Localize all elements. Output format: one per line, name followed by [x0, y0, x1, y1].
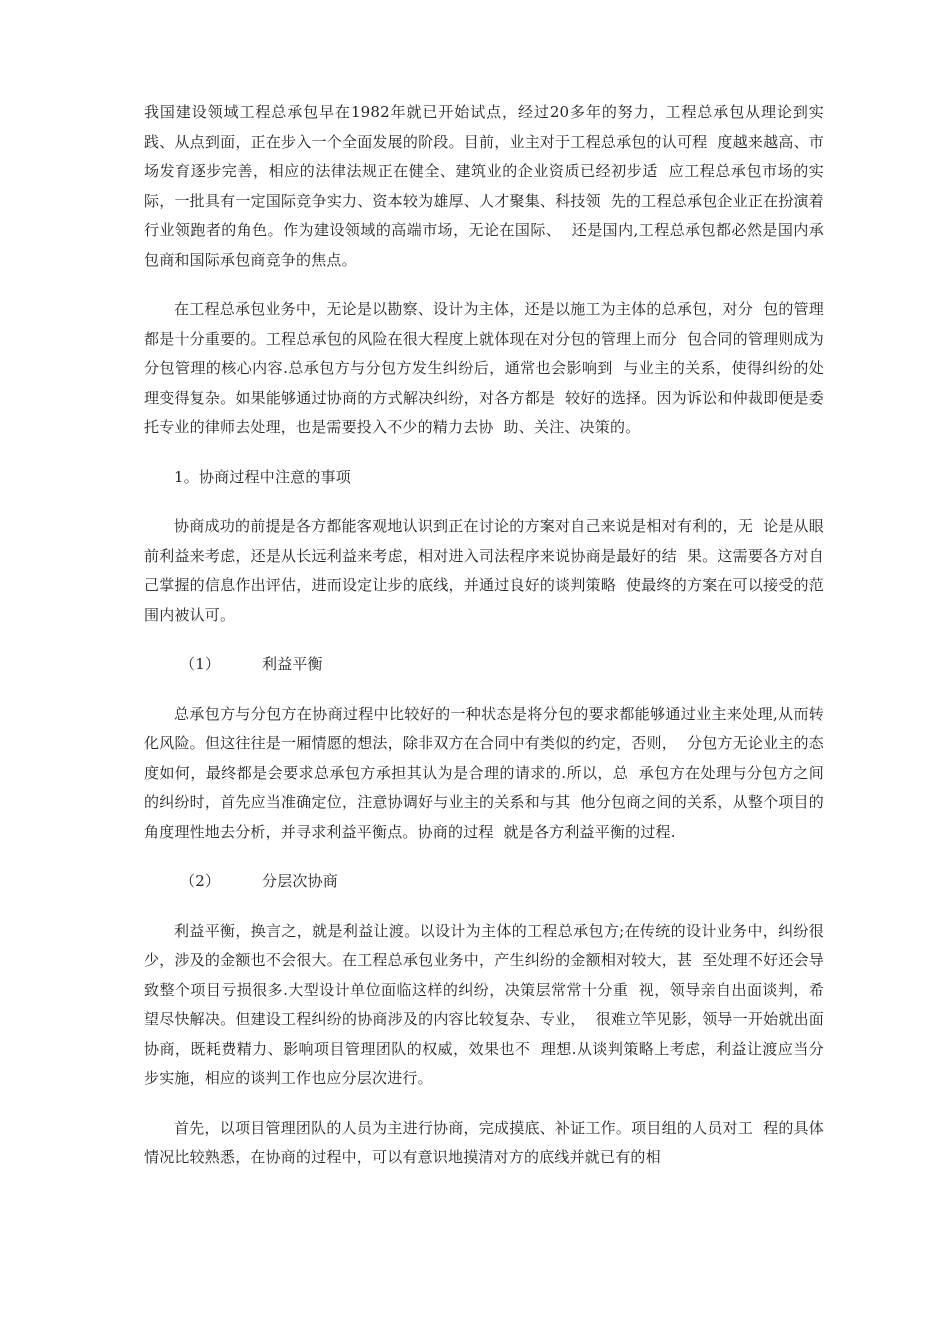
subsection-number: （2） [180, 872, 221, 890]
intro-paragraph: 我国建设领域工程总承包早在1982年就已开始试点，经过20多年的努力，工程总承包从理论到实践、从点到面，正在步入一个全面发展的阶段。目前，业主对于工程总承包的认可程 度越来越高、市场发育逐步完善，相应的法律法规正在健全、建筑业的企业资质已经初步适 应工程总承包市场的实际，一批具有一定国际竞争实力、资本较为雄厚、人才聚集、科技领 先的工程总承包企业正在扮演着行业领跑者的角色。作为建设领域的高端市场，无论在国际、 还是国内,工程总承包都必然是国内承包商和国际承包商竞争的焦点。 [144, 103, 824, 269]
section-body: 协商成功的前提是各方都能客观地认识到正在讨论的方案对自己来说是相对有利的，无 论是从眼前利益来考虑，还是从长远利益来考虑，相对进入司法程序来说协商是最好的结 果。这需要各方对自己掌握的信息作出评估，进而设定让步的底线，并通过良好的谈判策略 使最终的方案在可以接受的范围内被认可。 [144, 517, 824, 624]
subsection-heading-1 [144, 650, 824, 680]
subsection-body-1: 总承包方与分包方在协商过程中比较好的一种状态是将分包的要求都能够通过业主来处理,从而转化风险。但这往往是一厢情愿的想法，除非双方在合同中有类似的约定，否则， 分包方无论业主的态度如何，最终都是会要求总承包方承担其认为是合理的请求的.所以，总 承包方在处理与分包方之间的纠纷时，首先应当准确定位，注意协调好与业主的关系和与其 他分包商之间的关系，从整个项目的角度理性地去分析，并寻求利益平衡点。协商的过程 就是各方利益平衡的过程. [144, 704, 824, 841]
subsection-title: 分层次协商 [262, 872, 339, 890]
subsection-title: 利益平衡 [262, 655, 323, 673]
subcontract-management-paragraph: 在工程总承包业务中，无论是以勘察、设计为主体，还是以施工为主体的总承包，对分 包的管理都是十分重要的。工程总承包的风险在很大程度上就体现在对分包的管理上而分 包合同的管理则成为分包管理的核心内容.总承包方与分包方发生纠纷后，通常也会影响到 与业主的关系，使得纠纷的处理变得复杂。如果能够通过协商的方式解决纠纷，对各方都是 较好的选择。因为诉讼和仲裁即便是委托专业的律师去处理，也是需要投入不少的精力去协 助、关注、决策的。 [144, 300, 824, 436]
document-body [144, 98, 824, 1193]
subsection-number: （1） [180, 655, 221, 673]
section-heading: 1。协商过程中注意的事项 [174, 467, 351, 486]
subsection-heading-2 [144, 867, 824, 897]
final-paragraph: 首先，以项目管理团队的人员为主进行协商，完成摸底、补证工作。项目组的人员对工 程的具体情况比较熟悉，在协商的过程中，可以有意识地摸清对方的底线并就已有的相 [144, 1118, 824, 1166]
subsection-body-2: 利益平衡，换言之，就是利益让渡。以设计为主体的工程总承包方;在传统的设计业务中，纠纷很少，涉及的金额也不会很大。在工程总承包业务中，产生纠纷的金额相对较大，甚 至处理不好还会导致整个项目亏损很多.大型设计单位面临这样的纠纷，决策层常常十分重 视，领导亲自出面谈判，希望尽快解决。但建设工程纠纷的协商涉及的内容比较复杂、专业， 很难立竿见影，领导一开始就出面协商，既耗费精力、影响项目管理团队的权威，效果也不 理想.从谈判策略上考虑，利益让渡应当分步实施，相应的谈判工作也应分层次进行。 [144, 921, 824, 1087]
